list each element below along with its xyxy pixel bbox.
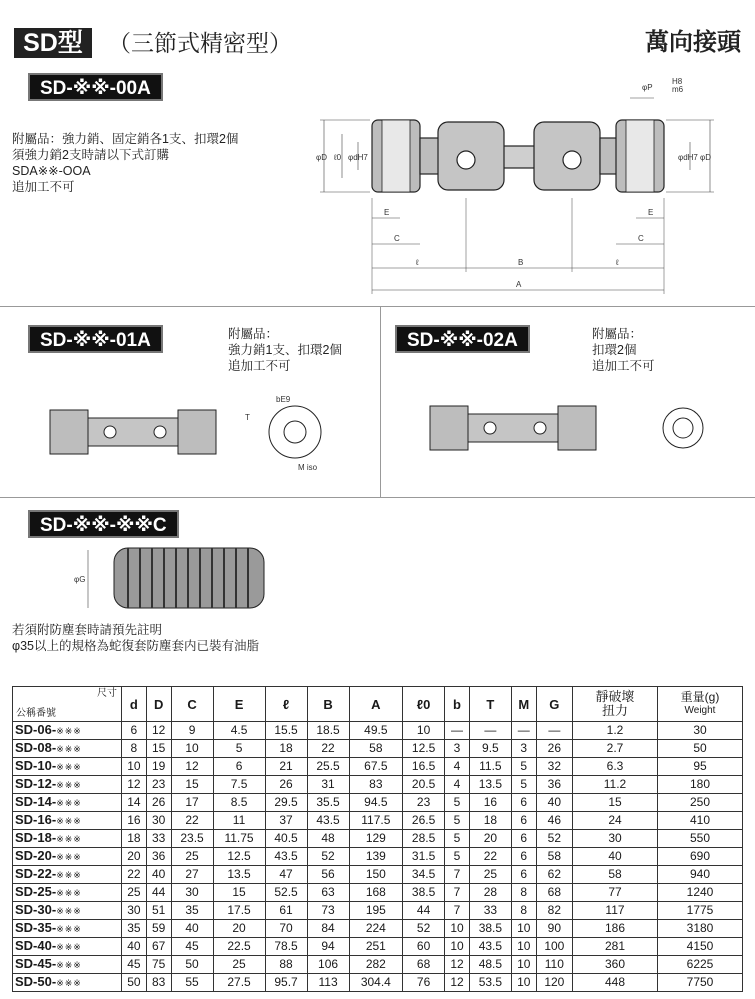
- table-cell: 690: [658, 848, 743, 866]
- table-cell: 18.5: [307, 722, 349, 740]
- table-cell: 168: [349, 884, 403, 902]
- row-code: SD-45-※※※: [13, 956, 122, 974]
- table-cell: 11.75: [213, 830, 265, 848]
- table-cell: 31: [307, 776, 349, 794]
- row-code: SD-06-※※※: [13, 722, 122, 740]
- table-cell: 40.5: [265, 830, 307, 848]
- dim-e-left: E: [384, 208, 390, 217]
- table-cell: 50: [658, 740, 743, 758]
- table-cell: 25.5: [307, 758, 349, 776]
- table-cell: —: [536, 722, 572, 740]
- table-cell: 10: [445, 920, 470, 938]
- table-cell: 10: [122, 758, 147, 776]
- dim-c-left: C: [394, 234, 400, 243]
- table-cell: 5: [445, 830, 470, 848]
- table-cell: 186: [573, 920, 658, 938]
- table-cell: 25: [213, 956, 265, 974]
- table-cell: 26: [265, 776, 307, 794]
- table-cell: 24: [573, 812, 658, 830]
- table-cell: 6: [213, 758, 265, 776]
- table-cell: 13.5: [469, 776, 511, 794]
- table-cell: 12: [146, 722, 171, 740]
- table-cell: 110: [536, 956, 572, 974]
- col-weight: [658, 687, 743, 722]
- row-code: SD-12-※※※: [13, 776, 122, 794]
- table-cell: 4: [445, 758, 470, 776]
- table-row: [13, 722, 743, 740]
- col-B: B: [307, 687, 349, 722]
- table-cell: 11: [213, 812, 265, 830]
- table-cell: 6.3: [573, 758, 658, 776]
- table-row: [13, 902, 743, 920]
- table-cell: 40: [573, 848, 658, 866]
- table-cell: 94: [307, 938, 349, 956]
- table-cell: 17.5: [213, 902, 265, 920]
- table-cell: 52.5: [265, 884, 307, 902]
- table-cell: 550: [658, 830, 743, 848]
- table-cell: 35.5: [307, 794, 349, 812]
- note-02a: 附屬品： 扣環2個 追加工不可: [592, 327, 655, 373]
- divider-2: [0, 497, 755, 498]
- table-cell: 8: [511, 902, 536, 920]
- table-cell: 18: [265, 740, 307, 758]
- drawing-01a: [40, 390, 380, 480]
- table-cell: 23: [146, 776, 171, 794]
- table-cell: 26.5: [403, 812, 445, 830]
- table-cell: 58: [573, 866, 658, 884]
- row-code: SD-16-※※※: [13, 812, 122, 830]
- table-row: [13, 956, 743, 974]
- table-cell: 31.5: [403, 848, 445, 866]
- table-row: [13, 794, 743, 812]
- table-cell: 1.2: [573, 722, 658, 740]
- table-cell: 19: [146, 758, 171, 776]
- table-cell: 51: [146, 902, 171, 920]
- table-cell: 40: [122, 938, 147, 956]
- table-cell: 6: [511, 830, 536, 848]
- table-cell: 195: [349, 902, 403, 920]
- table-cell: —: [445, 722, 470, 740]
- table-corner: [13, 687, 122, 722]
- table-cell: 12.5: [213, 848, 265, 866]
- table-cell: 25: [171, 848, 213, 866]
- table-cell: 15.5: [265, 722, 307, 740]
- table-cell: 36: [146, 848, 171, 866]
- table-cell: 35: [171, 902, 213, 920]
- table-cell: 56: [307, 866, 349, 884]
- table-cell: 43.5: [265, 848, 307, 866]
- table-cell: 67.5: [349, 758, 403, 776]
- table-cell: 15: [146, 740, 171, 758]
- table-cell: 3: [445, 740, 470, 758]
- subtitle: （三節式精密型）: [108, 30, 292, 56]
- table-cell: 61: [265, 902, 307, 920]
- table-cell: 30: [658, 722, 743, 740]
- dim-phip: φP: [642, 83, 653, 92]
- table-cell: 30: [171, 884, 213, 902]
- table-cell: 13.5: [213, 866, 265, 884]
- table-row: [13, 812, 743, 830]
- table-cell: 43.5: [469, 938, 511, 956]
- row-code: SD-14-※※※: [13, 794, 122, 812]
- table-cell: 3: [511, 740, 536, 758]
- table-cell: 68: [536, 884, 572, 902]
- table-cell: 18: [469, 812, 511, 830]
- table-cell: 18: [122, 830, 147, 848]
- table-cell: 10: [171, 740, 213, 758]
- table-cell: 5: [445, 848, 470, 866]
- col-E: E: [213, 687, 265, 722]
- table-cell: 16: [469, 794, 511, 812]
- table-cell: 250: [658, 794, 743, 812]
- tag-02a: SD-※※-02A: [395, 325, 530, 353]
- dim-b: B: [518, 258, 524, 267]
- table-cell: 83: [146, 974, 171, 992]
- dim-a: A: [516, 280, 522, 289]
- dim-c-right: C: [638, 234, 644, 243]
- table-cell: 55: [171, 974, 213, 992]
- table-cell: 26: [536, 740, 572, 758]
- col-G: G: [536, 687, 572, 722]
- table-cell: 10: [511, 956, 536, 974]
- row-code: SD-18-※※※: [13, 830, 122, 848]
- table-cell: 28: [469, 884, 511, 902]
- table-cell: 12: [171, 758, 213, 776]
- col-T: T: [469, 687, 511, 722]
- table-cell: 2.7: [573, 740, 658, 758]
- table-cell: 70: [265, 920, 307, 938]
- table-cell: 100: [536, 938, 572, 956]
- col-break-torque: 靜破壞 扭力: [573, 687, 658, 722]
- table-cell: 4.5: [213, 722, 265, 740]
- row-code: SD-08-※※※: [13, 740, 122, 758]
- table-cell: 27.5: [213, 974, 265, 992]
- tag-00a: SD-※※-00A: [28, 73, 163, 101]
- table-row: [13, 740, 743, 758]
- table-row: [13, 920, 743, 938]
- table-cell: 17: [171, 794, 213, 812]
- table-cell: 94.5: [349, 794, 403, 812]
- dim-phid-outer-right: φD: [700, 153, 711, 162]
- table-cell: 40: [146, 866, 171, 884]
- divider-v: [380, 307, 381, 497]
- table-cell: 6: [511, 866, 536, 884]
- dim-h8: H8: [672, 78, 683, 86]
- table-cell: 7: [445, 902, 470, 920]
- drawing-boot: [70, 542, 270, 612]
- dim-phid: φdH7: [348, 153, 368, 162]
- table-cell: 21: [265, 758, 307, 776]
- table-cell: 1240: [658, 884, 743, 902]
- row-code: SD-22-※※※: [13, 866, 122, 884]
- table-cell: 83: [349, 776, 403, 794]
- table-cell: 9: [171, 722, 213, 740]
- dim-e-right: E: [648, 208, 654, 217]
- table-cell: 88: [265, 956, 307, 974]
- table-cell: 5: [511, 758, 536, 776]
- table-cell: 53.5: [469, 974, 511, 992]
- table-cell: 8: [511, 884, 536, 902]
- table-row: [13, 776, 743, 794]
- table-cell: 304.4: [349, 974, 403, 992]
- col-C: C: [171, 687, 213, 722]
- table-cell: 15: [171, 776, 213, 794]
- table-cell: 106: [307, 956, 349, 974]
- type-label: SD型: [14, 28, 92, 58]
- table-cell: 22.5: [213, 938, 265, 956]
- note-01a: 附屬品： 強力銷1支、扣環2個 追加工不可: [228, 327, 342, 373]
- table-cell: 448: [573, 974, 658, 992]
- table-header-row: [13, 687, 743, 722]
- table-cell: 26: [146, 794, 171, 812]
- table-cell: 10: [511, 938, 536, 956]
- table-cell: 33: [146, 830, 171, 848]
- table-row: [13, 866, 743, 884]
- table-cell: 10: [445, 938, 470, 956]
- table-cell: 52: [403, 920, 445, 938]
- table-cell: 20: [213, 920, 265, 938]
- table-cell: 15: [213, 884, 265, 902]
- table-cell: 9.5: [469, 740, 511, 758]
- table-cell: 12: [122, 776, 147, 794]
- table-cell: 7: [445, 884, 470, 902]
- table-cell: 940: [658, 866, 743, 884]
- table-row: [13, 974, 743, 992]
- table-row: [13, 758, 743, 776]
- table-cell: 34.5: [403, 866, 445, 884]
- table-cell: 11.2: [573, 776, 658, 794]
- dim-l0: ℓ0: [334, 153, 342, 162]
- corner-top: 尺寸: [97, 688, 117, 699]
- table-cell: 5: [213, 740, 265, 758]
- table-cell: 77: [573, 884, 658, 902]
- table-cell: 84: [307, 920, 349, 938]
- table-cell: 40: [171, 920, 213, 938]
- table-cell: 281: [573, 938, 658, 956]
- dim-l-left: ℓ: [416, 258, 419, 267]
- row-code: SD-50-※※※: [13, 974, 122, 992]
- table-cell: 76: [403, 974, 445, 992]
- table-row: [13, 830, 743, 848]
- table-cell: 113: [307, 974, 349, 992]
- table-cell: 180: [658, 776, 743, 794]
- table-cell: 117: [573, 902, 658, 920]
- table-cell: 282: [349, 956, 403, 974]
- table-cell: 360: [573, 956, 658, 974]
- table-cell: 1775: [658, 902, 743, 920]
- table-cell: 5: [511, 776, 536, 794]
- table-cell: 224: [349, 920, 403, 938]
- drawing-00a: [290, 78, 730, 298]
- table-cell: 3180: [658, 920, 743, 938]
- row-code: SD-40-※※※: [13, 938, 122, 956]
- table-cell: 27: [171, 866, 213, 884]
- table-cell: 45: [171, 938, 213, 956]
- table-cell: 12: [445, 956, 470, 974]
- table-cell: 16.5: [403, 758, 445, 776]
- col-d: d: [122, 687, 147, 722]
- table-cell: 4: [445, 776, 470, 794]
- col-l: ℓ: [265, 687, 307, 722]
- dim-be9: bE9: [276, 395, 291, 404]
- table-row: [13, 848, 743, 866]
- spec-table: [12, 686, 743, 992]
- dim-miso: M iso: [298, 463, 318, 472]
- tag-01a: SD-※※-01A: [28, 325, 163, 353]
- table-cell: 22: [122, 866, 147, 884]
- table-cell: 7: [445, 866, 470, 884]
- table-cell: 117.5: [349, 812, 403, 830]
- table-cell: 32: [536, 758, 572, 776]
- table-cell: 6225: [658, 956, 743, 974]
- dim-l-right: ℓ: [616, 258, 619, 267]
- table-cell: 68: [403, 956, 445, 974]
- dim-g: φG: [74, 575, 86, 584]
- table-row: [13, 884, 743, 902]
- table-cell: 10: [403, 722, 445, 740]
- table-cell: 16: [122, 812, 147, 830]
- row-code: SD-30-※※※: [13, 902, 122, 920]
- table-cell: 20: [122, 848, 147, 866]
- table-cell: 78.5: [265, 938, 307, 956]
- table-cell: 73: [307, 902, 349, 920]
- table-cell: 7750: [658, 974, 743, 992]
- dim-t: T: [245, 413, 250, 422]
- row-code: SD-25-※※※: [13, 884, 122, 902]
- table-cell: 14: [122, 794, 147, 812]
- table-cell: 58: [536, 848, 572, 866]
- table-cell: 46: [536, 812, 572, 830]
- table-cell: 30: [573, 830, 658, 848]
- table-cell: 44: [403, 902, 445, 920]
- table-cell: 129: [349, 830, 403, 848]
- row-code: SD-20-※※※: [13, 848, 122, 866]
- table-cell: 36: [536, 776, 572, 794]
- col-weight-label: 重量(g): [680, 690, 720, 704]
- table-cell: 95: [658, 758, 743, 776]
- table-cell: 22: [307, 740, 349, 758]
- table-cell: 139: [349, 848, 403, 866]
- table-cell: 6: [122, 722, 147, 740]
- table-cell: 35: [122, 920, 147, 938]
- table-cell: 15: [573, 794, 658, 812]
- row-code: SD-35-※※※: [13, 920, 122, 938]
- table-cell: 47: [265, 866, 307, 884]
- table-cell: 22: [469, 848, 511, 866]
- table-cell: 40: [536, 794, 572, 812]
- table-cell: 48: [307, 830, 349, 848]
- table-cell: 37: [265, 812, 307, 830]
- table-cell: —: [469, 722, 511, 740]
- note-c: 若須附防塵套時請預先註明 φ35以上的規格為蛇復套防塵套内已裝有油脂: [12, 623, 260, 653]
- table-cell: 82: [536, 902, 572, 920]
- table-cell: 50: [171, 956, 213, 974]
- note-00a: 附屬品：強力銷、固定銷各1支、扣環2個 須強力銷2支時請以下式訂購 SDA※※-OOA 追加工不可: [12, 132, 239, 194]
- table-cell: 52: [307, 848, 349, 866]
- table-cell: 75: [146, 956, 171, 974]
- table-cell: 67: [146, 938, 171, 956]
- table-cell: 10: [511, 974, 536, 992]
- page-title: 萬向接頭: [645, 29, 741, 56]
- corner-bottom: 公稱番號: [16, 708, 56, 719]
- divider-1: [0, 306, 755, 307]
- dim-m6: m6: [672, 85, 684, 94]
- table-cell: 8.5: [213, 794, 265, 812]
- table-cell: 52: [536, 830, 572, 848]
- table-cell: —: [511, 722, 536, 740]
- table-cell: 29.5: [265, 794, 307, 812]
- table-cell: 120: [536, 974, 572, 992]
- table-cell: 62: [536, 866, 572, 884]
- dim-phid-outer: φD: [316, 153, 327, 162]
- table-cell: 11.5: [469, 758, 511, 776]
- table-cell: 43.5: [307, 812, 349, 830]
- table-cell: 28.5: [403, 830, 445, 848]
- table-cell: 60: [403, 938, 445, 956]
- table-cell: 12.5: [403, 740, 445, 758]
- table-cell: 44: [146, 884, 171, 902]
- col-M: M: [511, 687, 536, 722]
- tag-c: SD-※※-※※C: [28, 510, 179, 538]
- table-cell: 95.7: [265, 974, 307, 992]
- table-cell: 12: [445, 974, 470, 992]
- table-cell: 30: [146, 812, 171, 830]
- table-cell: 38.5: [469, 920, 511, 938]
- table-cell: 63: [307, 884, 349, 902]
- table-cell: 23: [403, 794, 445, 812]
- table-cell: 5: [445, 812, 470, 830]
- table-cell: 10: [511, 920, 536, 938]
- table-cell: 38.5: [403, 884, 445, 902]
- col-A: A: [349, 687, 403, 722]
- table-cell: 251: [349, 938, 403, 956]
- col-D: D: [146, 687, 171, 722]
- table-cell: 45: [122, 956, 147, 974]
- table-cell: 49.5: [349, 722, 403, 740]
- table-cell: 6: [511, 794, 536, 812]
- table-cell: 90: [536, 920, 572, 938]
- table-cell: 6: [511, 812, 536, 830]
- table-row: [13, 938, 743, 956]
- table-cell: 6: [511, 848, 536, 866]
- col-l0: ℓ0: [403, 687, 445, 722]
- table-cell: 25: [122, 884, 147, 902]
- table-cell: 58: [349, 740, 403, 758]
- dim-phid-right: φdH7: [678, 153, 698, 162]
- table-cell: 7.5: [213, 776, 265, 794]
- table-cell: 4150: [658, 938, 743, 956]
- col-b: b: [445, 687, 470, 722]
- table-cell: 20: [469, 830, 511, 848]
- table-cell: 48.5: [469, 956, 511, 974]
- table-cell: 5: [445, 794, 470, 812]
- table-cell: 150: [349, 866, 403, 884]
- table-cell: 22: [171, 812, 213, 830]
- table-cell: 20.5: [403, 776, 445, 794]
- table-cell: 59: [146, 920, 171, 938]
- table-cell: 8: [122, 740, 147, 758]
- drawing-02a: [420, 400, 720, 470]
- row-code: SD-10-※※※: [13, 758, 122, 776]
- table-cell: 25: [469, 866, 511, 884]
- table-cell: 33: [469, 902, 511, 920]
- table-cell: 30: [122, 902, 147, 920]
- table-cell: 23.5: [171, 830, 213, 848]
- table-cell: 410: [658, 812, 743, 830]
- table-cell: 50: [122, 974, 147, 992]
- col-weight-en: Weight: [684, 705, 716, 716]
